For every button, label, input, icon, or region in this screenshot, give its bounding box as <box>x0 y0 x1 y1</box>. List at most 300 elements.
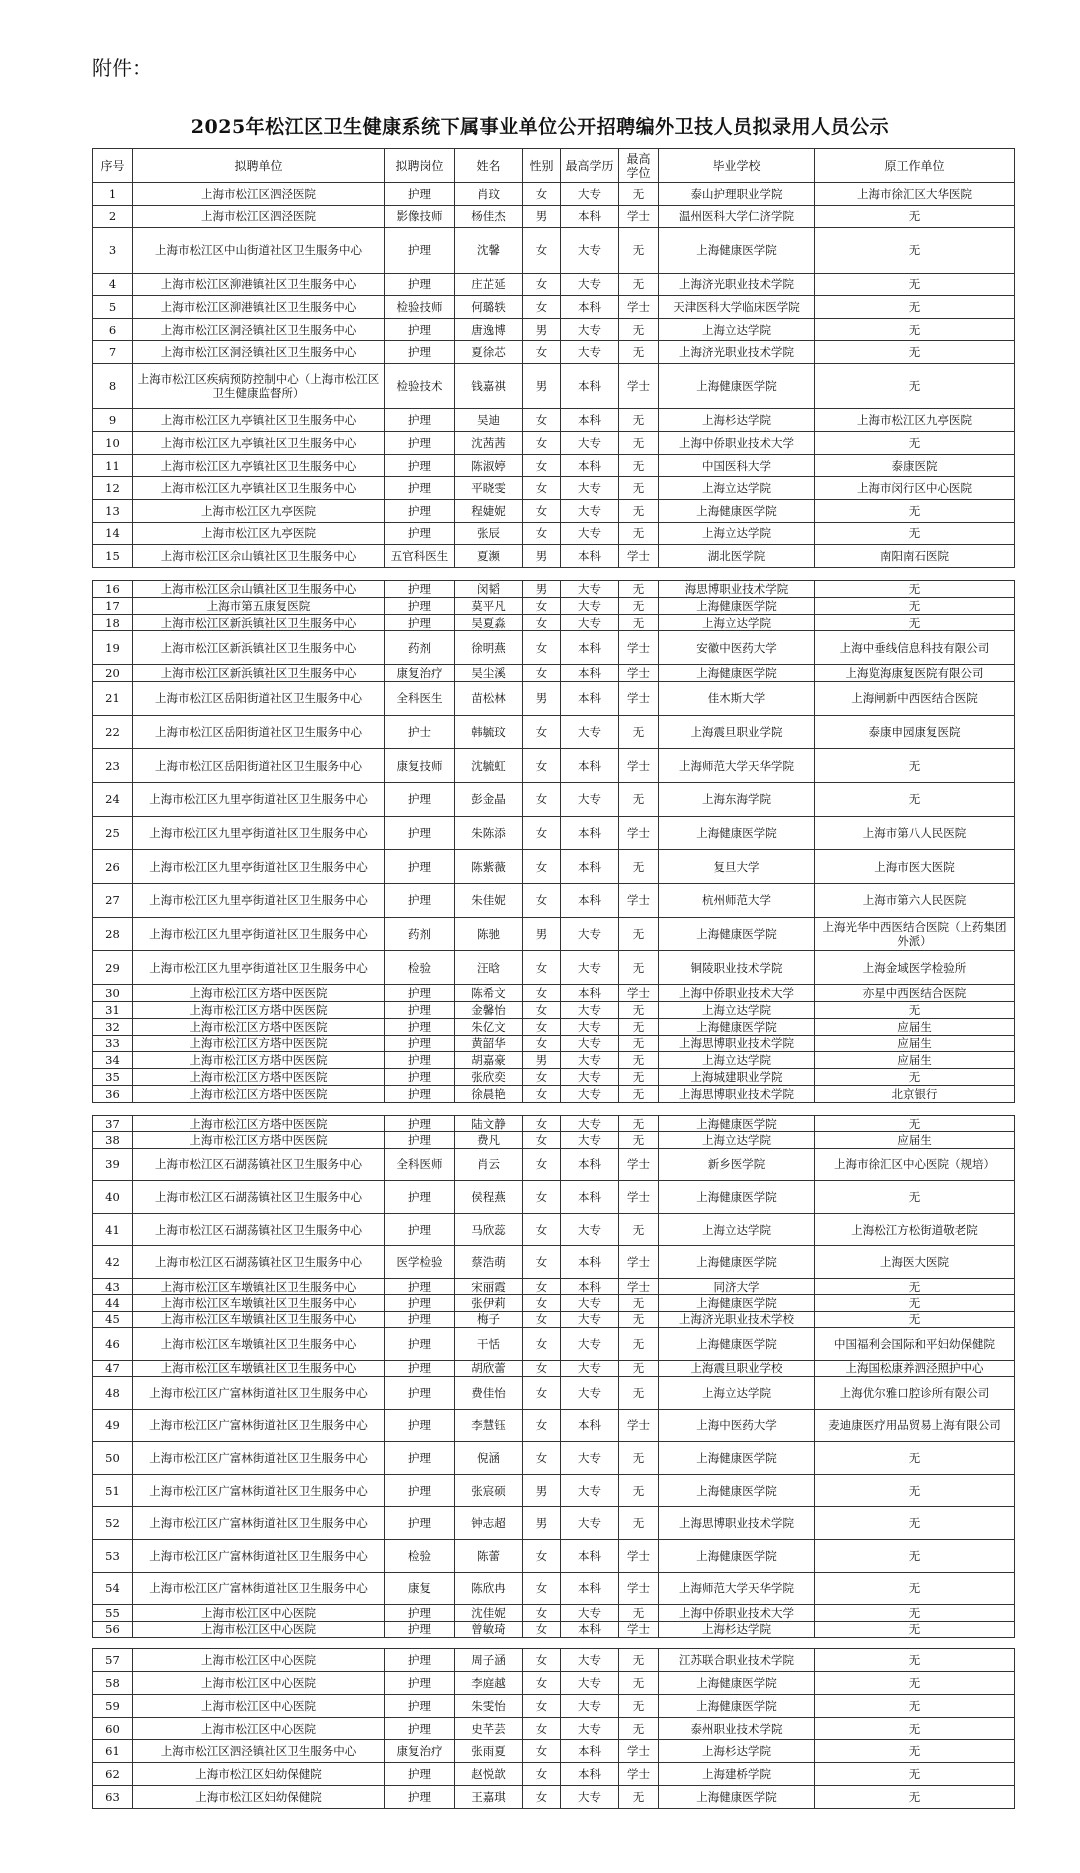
cell-unit: 上海市松江区方塔中医医院 <box>133 1086 385 1103</box>
cell-unit: 上海市松江区中心医院 <box>133 1649 385 1672</box>
cell-school: 上海中侨职业技术大学 <box>659 985 815 1002</box>
header-position: 拟聘岗位 <box>385 149 455 183</box>
cell-position: 护理 <box>385 273 455 296</box>
cell-education: 大专 <box>561 1035 619 1052</box>
cell-degree: 学士 <box>619 681 659 715</box>
cell-education: 大专 <box>561 1052 619 1069</box>
cell-unit: 上海市松江区新浜镇社区卫生服务中心 <box>133 614 385 631</box>
cell-name: 宋丽霞 <box>455 1279 523 1295</box>
cell-gender: 女 <box>523 1360 561 1376</box>
cell-unit: 上海市松江区方塔中医医院 <box>133 1001 385 1018</box>
cell-previous-employer: 无 <box>815 614 1015 631</box>
cell-index: 43 <box>93 1279 133 1295</box>
cell-previous-employer: 无 <box>815 1572 1015 1605</box>
cell-name: 庄芷延 <box>455 273 523 296</box>
cell-school: 泰州职业技术学院 <box>659 1717 815 1740</box>
cell-previous-employer: 无 <box>815 1442 1015 1475</box>
table-row <box>93 183 1015 206</box>
cell-previous-employer: 无 <box>815 364 1015 409</box>
cell-index: 39 <box>93 1148 133 1181</box>
cell-previous-employer: 无 <box>815 783 1015 817</box>
cell-previous-employer: 无 <box>815 1474 1015 1507</box>
cell-education: 大专 <box>561 228 619 273</box>
cell-gender: 女 <box>523 1295 561 1311</box>
table-row <box>93 850 1015 884</box>
cell-school: 上海师范大学天华学院 <box>659 1572 815 1605</box>
cell-index: 59 <box>93 1694 133 1717</box>
cell-index: 7 <box>93 341 133 364</box>
header-unit: 拟聘单位 <box>133 149 385 183</box>
cell-degree: 无 <box>619 1213 659 1246</box>
cell-education: 大专 <box>561 917 619 951</box>
cell-gender: 女 <box>523 341 561 364</box>
cell-name: 胡欣蕾 <box>455 1360 523 1376</box>
cell-education: 大专 <box>561 183 619 206</box>
cell-unit: 上海市松江区九亭镇社区卫生服务中心 <box>133 477 385 500</box>
table-row <box>93 1132 1015 1148</box>
cell-degree: 无 <box>619 1018 659 1035</box>
cell-school: 上海立达学院 <box>659 1132 815 1148</box>
cell-name: 彭金晶 <box>455 783 523 817</box>
cell-position: 护理 <box>385 1786 455 1809</box>
cell-degree: 无 <box>619 1069 659 1086</box>
table-row <box>93 477 1015 500</box>
cell-index: 50 <box>93 1442 133 1475</box>
cell-gender: 男 <box>523 1507 561 1540</box>
cell-degree: 学士 <box>619 749 659 783</box>
cell-degree: 无 <box>619 1086 659 1103</box>
cell-degree: 无 <box>619 477 659 500</box>
cell-education: 大专 <box>561 1694 619 1717</box>
cell-degree: 无 <box>619 1786 659 1809</box>
table-row <box>93 1035 1015 1052</box>
cell-previous-employer: 无 <box>815 1717 1015 1740</box>
cell-education: 大专 <box>561 522 619 545</box>
cell-name: 汪晗 <box>455 951 523 985</box>
cell-degree: 无 <box>619 183 659 206</box>
cell-education: 大专 <box>561 1018 619 1035</box>
table-row <box>93 1671 1015 1694</box>
cell-name: 朱雯怡 <box>455 1694 523 1717</box>
cell-degree: 无 <box>619 1649 659 1672</box>
cell-unit: 上海市松江区岳阳街道社区卫生服务中心 <box>133 749 385 783</box>
cell-name: 徐明燕 <box>455 631 523 665</box>
cell-degree: 无 <box>619 522 659 545</box>
header-education: 最高学历 <box>561 149 619 183</box>
cell-previous-employer: 无 <box>815 1295 1015 1311</box>
table-row <box>93 749 1015 783</box>
table-row <box>93 1311 1015 1327</box>
cell-unit: 上海市松江区石湖荡镇社区卫生服务中心 <box>133 1246 385 1279</box>
cell-index: 60 <box>93 1717 133 1740</box>
cell-name: 张伊莉 <box>455 1295 523 1311</box>
cell-school: 海思博职业技术学院 <box>659 581 815 598</box>
cell-index: 37 <box>93 1116 133 1132</box>
cell-degree: 无 <box>619 432 659 455</box>
cell-previous-employer: 上海松江方松街道敬老院 <box>815 1213 1015 1246</box>
cell-education: 本科 <box>561 884 619 918</box>
cell-gender: 女 <box>523 1572 561 1605</box>
cell-degree: 无 <box>619 1116 659 1132</box>
cell-degree: 无 <box>619 1694 659 1717</box>
cell-gender: 女 <box>523 631 561 665</box>
cell-degree: 无 <box>619 1474 659 1507</box>
cell-position: 护理 <box>385 1035 455 1052</box>
cell-gender: 女 <box>523 1246 561 1279</box>
cell-position: 护理 <box>385 1132 455 1148</box>
cell-education: 本科 <box>561 1572 619 1605</box>
cell-name: 陈蕾 <box>455 1540 523 1573</box>
cell-unit: 上海市松江区中心医院 <box>133 1717 385 1740</box>
cell-position: 护士 <box>385 715 455 749</box>
cell-index: 63 <box>93 1786 133 1809</box>
cell-previous-employer: 上海闸新中西医结合医院 <box>815 681 1015 715</box>
cell-gender: 女 <box>523 296 561 319</box>
cell-education: 大专 <box>561 1786 619 1809</box>
cell-position: 康复治疗 <box>385 665 455 682</box>
cell-unit: 上海市松江区方塔中医医院 <box>133 985 385 1002</box>
cell-education: 本科 <box>561 409 619 432</box>
cell-unit: 上海市松江区泖港镇社区卫生服务中心 <box>133 273 385 296</box>
cell-index: 12 <box>93 477 133 500</box>
cell-gender: 女 <box>523 409 561 432</box>
cell-index: 35 <box>93 1069 133 1086</box>
cell-position: 护理 <box>385 1717 455 1740</box>
cell-previous-employer: 上海览海康复医院有限公司 <box>815 665 1015 682</box>
candidate-table-page-3 <box>92 1115 1015 1638</box>
cell-unit: 上海市松江区石湖荡镇社区卫生服务中心 <box>133 1181 385 1214</box>
cell-gender: 女 <box>523 1376 561 1409</box>
cell-name: 钟志超 <box>455 1507 523 1540</box>
cell-education: 本科 <box>561 1740 619 1763</box>
table-row <box>93 1246 1015 1279</box>
cell-education: 大专 <box>561 1327 619 1360</box>
cell-degree: 学士 <box>619 1572 659 1605</box>
cell-unit: 上海市松江区石湖荡镇社区卫生服务中心 <box>133 1213 385 1246</box>
cell-degree: 学士 <box>619 205 659 228</box>
cell-education: 本科 <box>561 1181 619 1214</box>
cell-previous-employer: 泰康医院 <box>815 454 1015 477</box>
cell-position: 医学检验 <box>385 1246 455 1279</box>
table-row <box>93 1621 1015 1637</box>
candidate-table-page-1 <box>92 148 1015 568</box>
cell-school: 复旦大学 <box>659 850 815 884</box>
cell-name: 费佳怡 <box>455 1376 523 1409</box>
cell-previous-employer: 无 <box>815 1069 1015 1086</box>
cell-unit: 上海市松江区车墩镇社区卫生服务中心 <box>133 1279 385 1295</box>
cell-index: 57 <box>93 1649 133 1672</box>
cell-name: 史芊芸 <box>455 1717 523 1740</box>
cell-name: 周子涵 <box>455 1649 523 1672</box>
cell-gender: 男 <box>523 545 561 568</box>
cell-gender: 女 <box>523 1086 561 1103</box>
cell-unit: 上海市松江区佘山镇社区卫生服务中心 <box>133 581 385 598</box>
cell-education: 本科 <box>561 1148 619 1181</box>
cell-position: 护理 <box>385 477 455 500</box>
cell-unit: 上海市松江区泗泾医院 <box>133 205 385 228</box>
candidate-table-page-2 <box>92 580 1015 1103</box>
table-row <box>93 1786 1015 1809</box>
cell-position: 全科医师 <box>385 1148 455 1181</box>
cell-education: 大专 <box>561 715 619 749</box>
cell-previous-employer: 无 <box>815 1621 1015 1637</box>
cell-position: 护理 <box>385 985 455 1002</box>
cell-school: 上海健康医学院 <box>659 917 815 951</box>
cell-gender: 女 <box>523 1213 561 1246</box>
cell-name: 梅子 <box>455 1311 523 1327</box>
cell-degree: 学士 <box>619 1540 659 1573</box>
table-row <box>93 614 1015 631</box>
cell-position: 检验 <box>385 951 455 985</box>
cell-degree: 无 <box>619 1717 659 1740</box>
cell-gender: 女 <box>523 985 561 1002</box>
cell-education: 本科 <box>561 296 619 319</box>
cell-previous-employer: 无 <box>815 1786 1015 1809</box>
cell-gender: 女 <box>523 1409 561 1442</box>
cell-position: 护理 <box>385 1671 455 1694</box>
table-row <box>93 1018 1015 1035</box>
cell-gender: 女 <box>523 432 561 455</box>
cell-unit: 上海市松江区妇幼保健院 <box>133 1763 385 1786</box>
cell-name: 蔡浩萌 <box>455 1246 523 1279</box>
table-row <box>93 1295 1015 1311</box>
cell-degree: 无 <box>619 1360 659 1376</box>
cell-index: 41 <box>93 1213 133 1246</box>
cell-name: 张欣奕 <box>455 1069 523 1086</box>
cell-index: 56 <box>93 1621 133 1637</box>
cell-previous-employer: 无 <box>815 228 1015 273</box>
cell-position: 护理 <box>385 783 455 817</box>
cell-gender: 女 <box>523 1442 561 1475</box>
cell-previous-employer: 无 <box>815 1279 1015 1295</box>
cell-index: 17 <box>93 597 133 614</box>
table-row <box>93 917 1015 951</box>
cell-degree: 学士 <box>619 816 659 850</box>
cell-position: 护理 <box>385 1605 455 1621</box>
cell-position: 护理 <box>385 850 455 884</box>
cell-previous-employer: 无 <box>815 341 1015 364</box>
cell-school: 上海济光职业技术学校 <box>659 1311 815 1327</box>
cell-education: 大专 <box>561 597 619 614</box>
cell-school: 上海立达学院 <box>659 1001 815 1018</box>
cell-name: 李庭越 <box>455 1671 523 1694</box>
cell-position: 护理 <box>385 183 455 206</box>
cell-previous-employer: 上海市闵行区中心医院 <box>815 477 1015 500</box>
header-degree: 最高学位 <box>619 149 659 183</box>
cell-previous-employer: 无 <box>815 1740 1015 1763</box>
cell-previous-employer: 应届生 <box>815 1052 1015 1069</box>
cell-unit: 上海市松江区妇幼保健院 <box>133 1786 385 1809</box>
cell-position: 护理 <box>385 1279 455 1295</box>
cell-degree: 无 <box>619 318 659 341</box>
cell-name: 陈紫薇 <box>455 850 523 884</box>
cell-name: 吴夏淼 <box>455 614 523 631</box>
cell-unit: 上海市松江区九里亭街道社区卫生服务中心 <box>133 783 385 817</box>
cell-degree: 学士 <box>619 1740 659 1763</box>
cell-school: 温州医科大学仁济学院 <box>659 205 815 228</box>
cell-unit: 上海市松江区中山街道社区卫生服务中心 <box>133 228 385 273</box>
cell-gender: 男 <box>523 681 561 715</box>
cell-unit: 上海市松江区广富林街道社区卫生服务中心 <box>133 1376 385 1409</box>
cell-education: 本科 <box>561 1621 619 1637</box>
table-row <box>93 1376 1015 1409</box>
cell-position: 护理 <box>385 499 455 522</box>
table-row <box>93 715 1015 749</box>
table-row <box>93 1717 1015 1740</box>
cell-name: 陈驰 <box>455 917 523 951</box>
cell-index: 20 <box>93 665 133 682</box>
cell-name: 赵悦歆 <box>455 1763 523 1786</box>
cell-previous-employer: 无 <box>815 1540 1015 1573</box>
cell-degree: 无 <box>619 1507 659 1540</box>
cell-education: 本科 <box>561 631 619 665</box>
cell-previous-employer: 无 <box>815 1671 1015 1694</box>
cell-education: 大专 <box>561 1474 619 1507</box>
cell-degree: 无 <box>619 1311 659 1327</box>
cell-previous-employer: 上海市松江区九亭医院 <box>815 409 1015 432</box>
cell-name: 陈希文 <box>455 985 523 1002</box>
cell-previous-employer: 上海市医大医院 <box>815 850 1015 884</box>
cell-education: 本科 <box>561 1279 619 1295</box>
cell-education: 本科 <box>561 681 619 715</box>
cell-previous-employer: 无 <box>815 1694 1015 1717</box>
cell-gender: 女 <box>523 1717 561 1740</box>
cell-gender: 女 <box>523 1148 561 1181</box>
table-row <box>93 1540 1015 1573</box>
cell-position: 护理 <box>385 1376 455 1409</box>
cell-degree: 学士 <box>619 631 659 665</box>
table-row <box>93 1740 1015 1763</box>
cell-position: 护理 <box>385 1086 455 1103</box>
cell-gender: 女 <box>523 1035 561 1052</box>
cell-degree: 无 <box>619 783 659 817</box>
cell-education: 本科 <box>561 545 619 568</box>
cell-education: 本科 <box>561 454 619 477</box>
cell-unit: 上海市松江区广富林街道社区卫生服务中心 <box>133 1442 385 1475</box>
cell-unit: 上海市松江区洞泾镇社区卫生服务中心 <box>133 341 385 364</box>
cell-index: 2 <box>93 205 133 228</box>
cell-education: 本科 <box>561 749 619 783</box>
cell-education: 大专 <box>561 581 619 598</box>
cell-education: 大专 <box>561 1376 619 1409</box>
cell-school: 上海健康医学院 <box>659 1671 815 1694</box>
cell-index: 33 <box>93 1035 133 1052</box>
cell-index: 21 <box>93 681 133 715</box>
cell-previous-employer: 上海优尔雅口腔诊所有限公司 <box>815 1376 1015 1409</box>
cell-unit: 上海市松江区九亭医院 <box>133 499 385 522</box>
cell-school: 上海中医药大学 <box>659 1409 815 1442</box>
cell-index: 14 <box>93 522 133 545</box>
cell-school: 上海师范大学天华学院 <box>659 749 815 783</box>
cell-gender: 女 <box>523 749 561 783</box>
cell-gender: 女 <box>523 1694 561 1717</box>
cell-gender: 女 <box>523 715 561 749</box>
cell-name: 朱陈添 <box>455 816 523 850</box>
table-row <box>93 1605 1015 1621</box>
cell-gender: 女 <box>523 1763 561 1786</box>
cell-previous-employer: 上海医大医院 <box>815 1246 1015 1279</box>
cell-position: 康复治疗 <box>385 1740 455 1763</box>
cell-gender: 女 <box>523 665 561 682</box>
table-row <box>93 783 1015 817</box>
cell-index: 58 <box>93 1671 133 1694</box>
cell-position: 护理 <box>385 1409 455 1442</box>
cell-previous-employer: 无 <box>815 1763 1015 1786</box>
cell-gender: 女 <box>523 477 561 500</box>
cell-degree: 无 <box>619 1132 659 1148</box>
cell-position: 护理 <box>385 614 455 631</box>
cell-name: 张雨夏 <box>455 1740 523 1763</box>
cell-previous-employer: 无 <box>815 273 1015 296</box>
cell-school: 上海立达学院 <box>659 522 815 545</box>
cell-name: 平晓雯 <box>455 477 523 500</box>
cell-index: 13 <box>93 499 133 522</box>
cell-degree: 学士 <box>619 884 659 918</box>
cell-index: 53 <box>93 1540 133 1573</box>
cell-position: 护理 <box>385 454 455 477</box>
cell-gender: 女 <box>523 1116 561 1132</box>
cell-school: 安徽中医药大学 <box>659 631 815 665</box>
cell-name: 韩毓玟 <box>455 715 523 749</box>
cell-position: 护理 <box>385 1327 455 1360</box>
cell-unit: 上海市松江区九里亭街道社区卫生服务中心 <box>133 884 385 918</box>
cell-degree: 学士 <box>619 364 659 409</box>
cell-unit: 上海市松江区中心医院 <box>133 1605 385 1621</box>
cell-name: 程婕妮 <box>455 499 523 522</box>
cell-gender: 女 <box>523 1069 561 1086</box>
table-row <box>93 951 1015 985</box>
cell-education: 大专 <box>561 783 619 817</box>
cell-index: 25 <box>93 816 133 850</box>
cell-degree: 无 <box>619 614 659 631</box>
cell-degree: 无 <box>619 228 659 273</box>
cell-gender: 女 <box>523 1621 561 1637</box>
cell-gender: 女 <box>523 1001 561 1018</box>
cell-name: 吴迪 <box>455 409 523 432</box>
cell-name: 张宸硕 <box>455 1474 523 1507</box>
cell-school: 新乡医学院 <box>659 1148 815 1181</box>
cell-gender: 女 <box>523 1740 561 1763</box>
cell-index: 46 <box>93 1327 133 1360</box>
cell-degree: 无 <box>619 1671 659 1694</box>
table-row <box>93 1116 1015 1132</box>
cell-name: 金馨怡 <box>455 1001 523 1018</box>
cell-education: 大专 <box>561 951 619 985</box>
cell-gender: 女 <box>523 1327 561 1360</box>
cell-position: 护理 <box>385 1052 455 1069</box>
cell-index: 38 <box>93 1132 133 1148</box>
cell-name: 夏濒 <box>455 545 523 568</box>
cell-name: 胡嘉豪 <box>455 1052 523 1069</box>
cell-degree: 无 <box>619 1442 659 1475</box>
header-previous-employer: 原工作单位 <box>815 149 1015 183</box>
cell-previous-employer: 中国福利会国际和平妇幼保健院 <box>815 1327 1015 1360</box>
cell-unit: 上海市松江区岳阳街道社区卫生服务中心 <box>133 715 385 749</box>
cell-school: 铜陵职业技术学院 <box>659 951 815 985</box>
cell-position: 护理 <box>385 1649 455 1672</box>
cell-education: 本科 <box>561 205 619 228</box>
cell-position: 护理 <box>385 816 455 850</box>
cell-degree: 无 <box>619 1035 659 1052</box>
cell-degree: 学士 <box>619 1409 659 1442</box>
cell-previous-employer: 上海市第八人民医院 <box>815 816 1015 850</box>
cell-index: 27 <box>93 884 133 918</box>
cell-unit: 上海市松江区中心医院 <box>133 1694 385 1717</box>
cell-degree: 学士 <box>619 296 659 319</box>
cell-education: 大专 <box>561 1069 619 1086</box>
cell-degree: 无 <box>619 273 659 296</box>
cell-index: 8 <box>93 364 133 409</box>
